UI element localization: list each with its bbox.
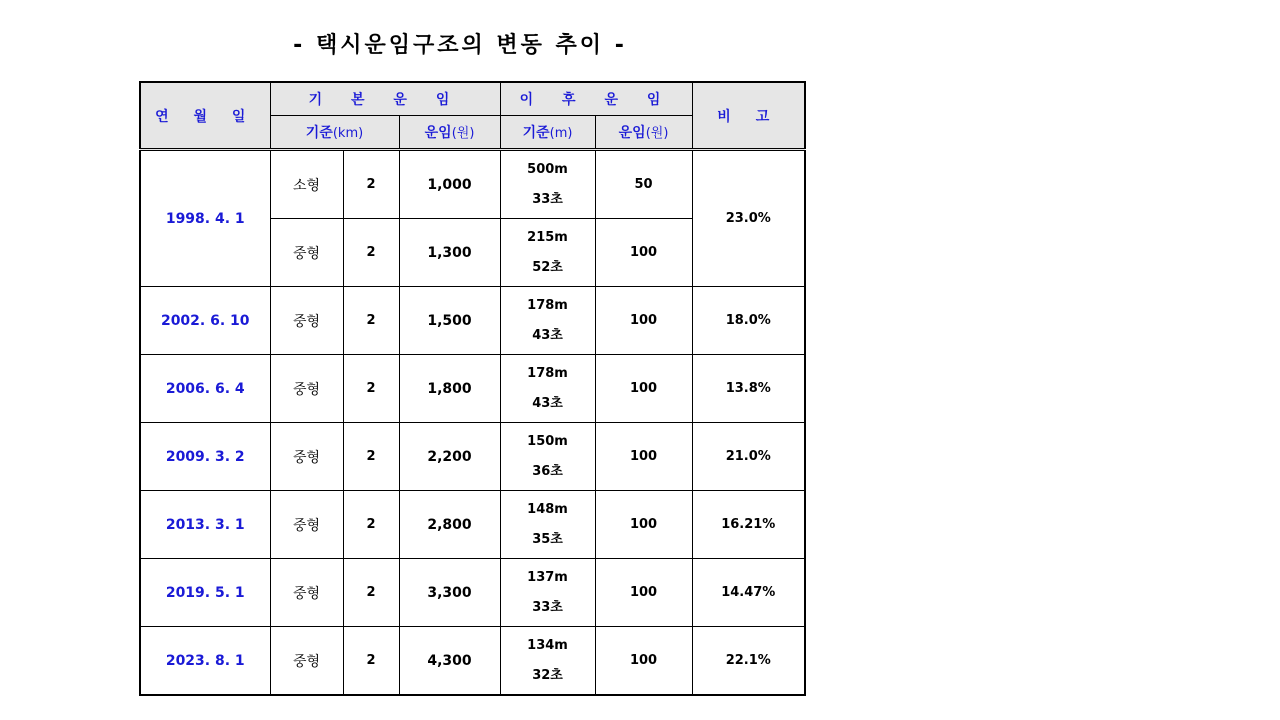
- base-fare-cell: 3,300: [399, 559, 500, 627]
- table-row: [140, 423, 805, 491]
- note-cell: 13.8%: [692, 355, 805, 423]
- after-std-cell: 137m 33초: [500, 559, 595, 627]
- vehicle-type-cell: 중형: [270, 423, 343, 491]
- date-cell: 2023. 8. 1: [140, 627, 270, 696]
- base-fare-cell: 1,800: [399, 355, 500, 423]
- after-std-cell: 178m 43초: [500, 355, 595, 423]
- table-row: [140, 491, 805, 559]
- date-cell: 2009. 3. 2: [140, 423, 270, 491]
- table-row: [140, 627, 805, 696]
- date-cell: 2013. 3. 1: [140, 491, 270, 559]
- fare-table: [139, 81, 806, 696]
- base-km-cell: 2: [343, 559, 399, 627]
- header-date: 연 월 일: [140, 82, 270, 150]
- vehicle-type-cell: 중형: [270, 355, 343, 423]
- note-cell: 18.0%: [692, 287, 805, 355]
- base-fare-cell: 4,300: [399, 627, 500, 696]
- header-after-fare-col: 운임(원): [595, 116, 692, 150]
- base-km-cell: 2: [343, 355, 399, 423]
- note-cell: 16.21%: [692, 491, 805, 559]
- note-cell: 23.0%: [692, 150, 805, 287]
- table-row: [140, 150, 805, 219]
- vehicle-type-cell: 중형: [270, 219, 343, 287]
- vehicle-type-cell: 중형: [270, 287, 343, 355]
- after-std-cell: 178m 43초: [500, 287, 595, 355]
- header-note: 비 고: [692, 82, 805, 150]
- vehicle-type-cell: 중형: [270, 627, 343, 696]
- header-after-fare: 이 후 운 임: [500, 82, 692, 116]
- page-title: - 택시운임구조의 변동 추이 -: [293, 33, 627, 58]
- after-std-cell: 148m 35초: [500, 491, 595, 559]
- header-base-fare: 기 본 운 임: [270, 82, 500, 116]
- header-base-fare-col: 운임(원): [399, 116, 500, 150]
- after-std-cell: 150m 36초: [500, 423, 595, 491]
- date-cell: 2019. 5. 1: [140, 559, 270, 627]
- note-cell: 14.47%: [692, 559, 805, 627]
- after-fare-cell: 100: [595, 423, 692, 491]
- base-km-cell: 2: [343, 150, 399, 219]
- base-km-cell: 2: [343, 627, 399, 696]
- date-cell: 2002. 6. 10: [140, 287, 270, 355]
- table-row: [140, 355, 805, 423]
- table-row: [140, 287, 805, 355]
- note-cell: 21.0%: [692, 423, 805, 491]
- base-fare-cell: 1,500: [399, 287, 500, 355]
- vehicle-type-cell: 소형: [270, 150, 343, 219]
- vehicle-type-cell: 중형: [270, 491, 343, 559]
- date-cell: 2006. 6. 4: [140, 355, 270, 423]
- vehicle-type-cell: 중형: [270, 559, 343, 627]
- table-row: [140, 559, 805, 627]
- note-cell: 22.1%: [692, 627, 805, 696]
- base-fare-cell: 2,800: [399, 491, 500, 559]
- base-km-cell: 2: [343, 219, 399, 287]
- base-fare-cell: 1,300: [399, 219, 500, 287]
- base-km-cell: 2: [343, 423, 399, 491]
- base-fare-cell: 1,000: [399, 150, 500, 219]
- after-std-cell: 134m 32초: [500, 627, 595, 696]
- after-fare-cell: 100: [595, 627, 692, 696]
- base-km-cell: 2: [343, 287, 399, 355]
- header-after-std: 기준(m): [500, 116, 595, 150]
- after-fare-cell: 50: [595, 150, 692, 219]
- after-std-cell: 500m 33초: [500, 150, 595, 219]
- after-fare-cell: 100: [595, 355, 692, 423]
- base-fare-cell: 2,200: [399, 423, 500, 491]
- base-km-cell: 2: [343, 491, 399, 559]
- date-cell: 1998. 4. 1: [140, 150, 270, 287]
- after-fare-cell: 100: [595, 219, 692, 287]
- header-base-std: 기준(km): [270, 116, 399, 150]
- after-fare-cell: 100: [595, 559, 692, 627]
- after-fare-cell: 100: [595, 491, 692, 559]
- after-std-cell: 215m 52초: [500, 219, 595, 287]
- after-fare-cell: 100: [595, 287, 692, 355]
